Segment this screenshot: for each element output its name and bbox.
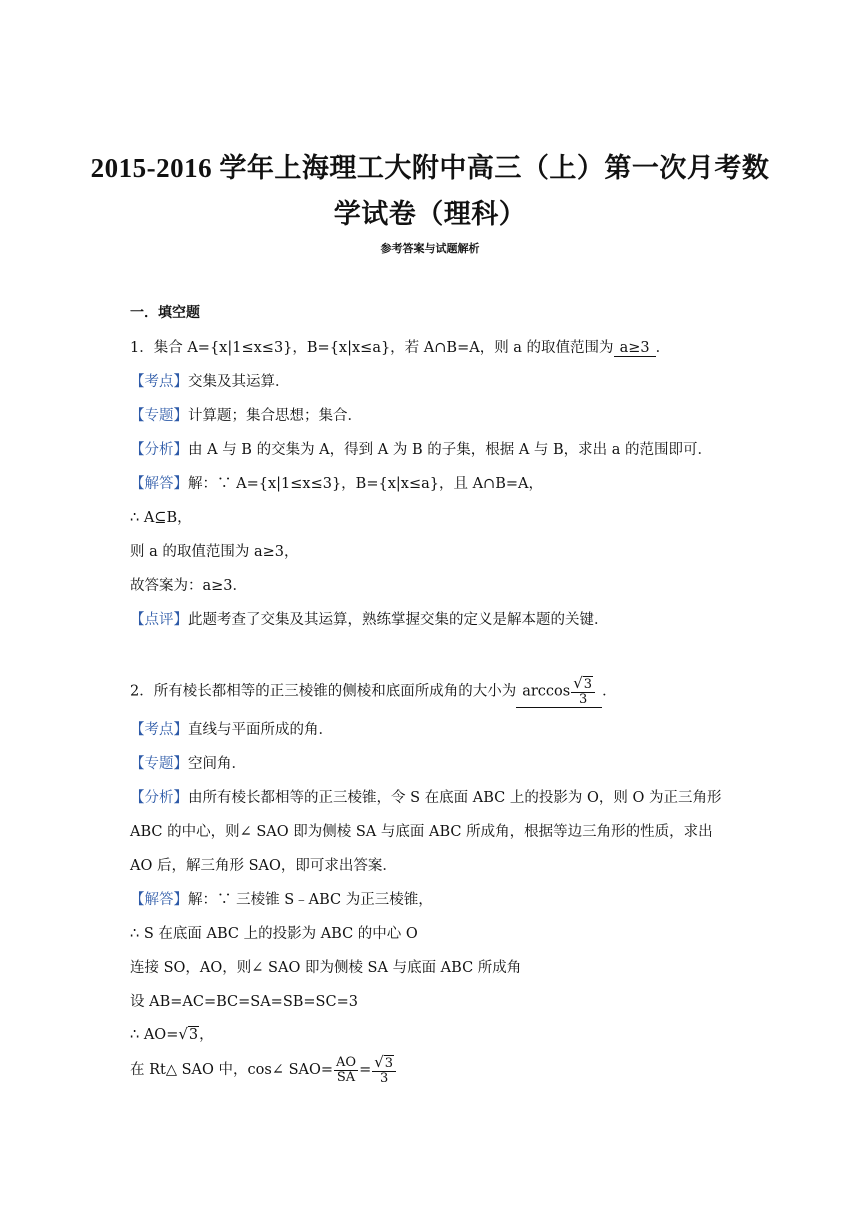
q1-answer: a≥3 — [614, 340, 656, 357]
q2-step5-text: 在 Rt△ SAO 中，cos∠ SAO= — [130, 1062, 334, 1078]
q2-zhuanti-text: 空间角． — [188, 756, 246, 772]
q2-zhuanti — [130, 754, 740, 774]
q1-step2: 则 a 的取值范围为 a≥3， — [130, 544, 299, 560]
q2-fenxi — [130, 788, 740, 808]
q1-stem — [130, 338, 740, 358]
q2-step5 — [130, 1054, 740, 1086]
q1-fenxi — [130, 440, 740, 460]
kaodian-tag: 【考点】 — [130, 374, 188, 390]
section-heading: 一．填空题 — [130, 305, 200, 321]
q1-jieda — [130, 474, 740, 494]
q2-kaodian — [130, 720, 740, 740]
q1-stem-end: ． — [655, 340, 671, 356]
q1-zhuanti — [130, 406, 740, 426]
zhuanti-tag: 【专题】 — [130, 408, 188, 424]
q1-dianping — [130, 610, 740, 630]
sqrt-symbol: √3 — [374, 1052, 394, 1071]
dianping-tag: 【点评】 — [130, 612, 188, 628]
q2-step5-f1-numerator: AO — [336, 1054, 357, 1070]
sqrt-symbol: √3 — [178, 1025, 199, 1043]
q2-answer-word: arccos — [522, 683, 571, 700]
q1-zhuanti-text: 计算题；集合思想；集合． — [188, 408, 362, 424]
q1-jieda-text: 解：∵ A={x|1≤x≤3}，B={x|x≤a}，且 A∩B=A， — [188, 476, 543, 492]
fenxi-tag: 【分析】 — [130, 790, 188, 806]
q1-kaodian — [130, 372, 740, 392]
q2-answer-fraction — [571, 676, 595, 707]
q2-fenxi-text-1: 由所有棱长都相等的正三棱锥，令 S 在底面 ABC 上的投影为 O，则 O 为正三角形 — [188, 790, 722, 806]
q2-kaodian-text: 直线与平面所成的角． — [188, 722, 333, 738]
q1-kaodian-text: 交集及其运算． — [188, 374, 290, 390]
q1-fenxi-text: 由 A 与 B 的交集为 A，得到 A 为 B 的子集，根据 A 与 B，求出 a 的范围即可． — [188, 442, 713, 458]
fenxi-tag: 【分析】 — [130, 442, 188, 458]
q2-stem-end: ． — [602, 683, 617, 700]
q2-jieda-text: 解：∵ 三棱锥 S﹣ABC 为正三棱锥， — [188, 892, 433, 908]
q1-dianping-text: 此题考查了交集及其运算，熟练掌握交集的定义是解本题的关键． — [188, 612, 609, 628]
q2-step5-f1-denominator: SA — [336, 1069, 356, 1085]
q2-step4-end: ， — [199, 1027, 214, 1043]
q2-step2: 连接 SO，AO，则∠ SAO 即为侧棱 SA 与底面 ABC 所成角 — [130, 960, 522, 976]
q2-step5-f2-numerator — [372, 1052, 396, 1072]
q2-step5-fraction-2 — [372, 1052, 396, 1086]
q2-step1: ∴ S 在底面 ABC 上的投影为 ABC 的中心 O — [130, 926, 418, 942]
jieda-tag: 【解答】 — [130, 476, 188, 492]
doc-title-line1: 2015-2016 学年上海理工大附中高三（上）第一次月考数 — [90, 153, 770, 183]
q2-jieda — [130, 890, 740, 910]
q2-fenxi-line2: ABC 的中心，则∠ SAO 即为侧棱 SA 与底面 ABC 所成角，根据等边三角形的性质，求出 — [130, 824, 713, 840]
q2-step4 — [130, 1024, 740, 1045]
q2-answer-numerator — [571, 676, 595, 693]
q2-step4-text: ∴ AO= — [130, 1027, 179, 1043]
sqrt-symbol: √3 — [573, 674, 593, 692]
q1-step3: 故答案为：a≥3． — [130, 578, 248, 594]
jieda-tag: 【解答】 — [130, 892, 188, 908]
q2-stem-text: 2．所有棱长都相等的正三棱锥的侧棱和底面所成角的大小为 — [130, 683, 517, 700]
doc-subtitle: 参考答案与试题解析 — [380, 242, 480, 255]
q2-step4-radicand: 3 — [188, 1027, 199, 1043]
q2-step3: 设 AB=AC=BC=SA=SB=SC=3 — [130, 994, 358, 1010]
kaodian-tag: 【考点】 — [130, 722, 188, 738]
q2-step5-fraction-1 — [334, 1056, 358, 1085]
q1-stem-text: 1．集合 A={x|1≤x≤3}，B={x|x≤a}，若 A∩B=A，则 a 的取值范围为 — [130, 340, 614, 356]
q2-step5-f2-denominator: 3 — [380, 1070, 389, 1086]
q2-fenxi-line3: AO 后，解三角形 SAO，即可求出答案． — [130, 858, 397, 874]
zhuanti-tag: 【专题】 — [130, 756, 188, 772]
q1-step1: ∴ A⊆B， — [130, 510, 192, 526]
q2-answer-denominator: 3 — [579, 692, 588, 707]
q2-stem — [130, 676, 740, 708]
q2-step5-equals: = — [359, 1062, 372, 1078]
doc-title-line2: 学试卷（理科） — [333, 199, 527, 229]
q2-answer — [516, 676, 602, 708]
